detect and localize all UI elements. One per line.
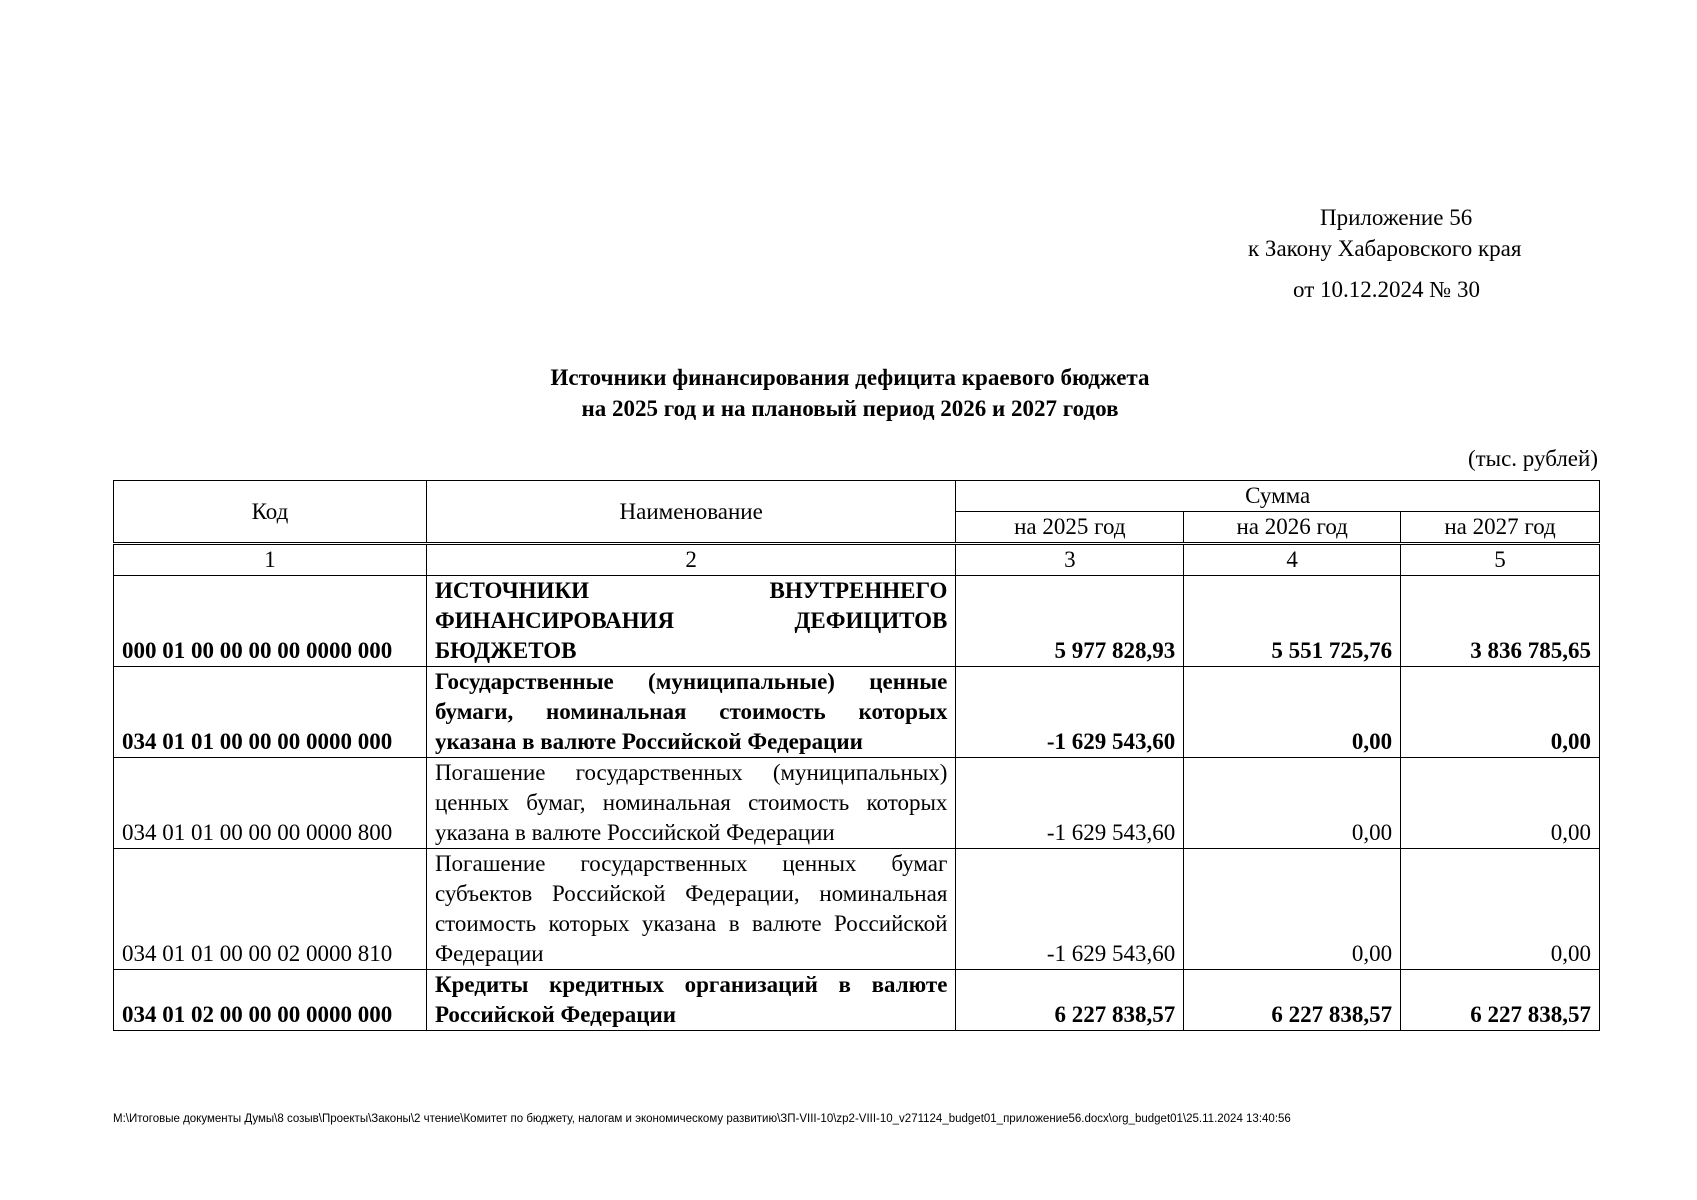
appendix-block (1200, 202, 1600, 305)
document-title (380, 362, 1320, 424)
row-amount-2025: -1 629 543,60 (956, 758, 1184, 849)
column-number-row (114, 544, 1600, 576)
row-amount-2027: 3 836 785,65 (1401, 576, 1600, 667)
row-name: Погашение государственных (муниципальных) ценных бумаг, номинальная стоимость которых указана в валюте Российской Федерации (426, 758, 955, 849)
table-row (114, 576, 1600, 667)
column-number: 1 (114, 544, 427, 576)
table-row (114, 667, 1600, 758)
row-amount-2026: 6 227 838,57 (1184, 970, 1401, 1031)
row-amount-2025: -1 629 543,60 (956, 849, 1184, 970)
column-number: 5 (1401, 544, 1600, 576)
row-name: ИСТОЧНИКИ ВНУТРЕННЕГО ФИНАНСИРОВАНИЯ ДЕФИЦИТОВ БЮДЖЕТОВ (426, 576, 955, 667)
title-line-1: Источники финансирования дефицита краевого бюджета (550, 365, 1150, 390)
row-name: Государственные (муниципальные) ценные бумаги, номинальная стоимость которых указана в валюте Российской Федерации (426, 667, 955, 758)
row-amount-2025: 6 227 838,57 (956, 970, 1184, 1031)
row-code: 000 01 00 00 00 00 0000 000 (114, 576, 427, 667)
file-path-footer: M:\Итоговые документы Думы\8 созыв\Проекты\Законы\2 чтение\Комитет по бюджету, налогам и экономическому развитию\ЗП-VIII-10\zp2-VIII-10_v271124_budget01_приложение56.docx\org_budget01\25.11.2024 13:40:56 (113, 1113, 1291, 1125)
row-amount-2026: 5 551 725,76 (1184, 576, 1401, 667)
appendix-date: от 10.12.2024 № 30 (1293, 277, 1480, 302)
table-row (114, 849, 1600, 970)
row-code: 034 01 01 00 00 00 0000 800 (114, 758, 427, 849)
header-name: Наименование (426, 481, 955, 544)
appendix-number: Приложение 56 (1320, 205, 1473, 230)
row-amount-2026: 0,00 (1184, 849, 1401, 970)
row-name: Погашение государственных ценных бумаг субъектов Российской Федерации, номинальная стоимость которых указана в валюте Российской Федерации (426, 849, 955, 970)
budget-table (113, 480, 1600, 1031)
row-amount-2027: 0,00 (1401, 667, 1600, 758)
column-number: 4 (1184, 544, 1401, 576)
table-row (114, 758, 1600, 849)
column-number: 3 (956, 544, 1184, 576)
appendix-law-reference: к Закону Хабаровского края (1248, 236, 1522, 261)
header-2027: на 2027 год (1401, 512, 1600, 544)
row-code: 034 01 01 00 00 00 0000 000 (114, 667, 427, 758)
row-amount-2025: -1 629 543,60 (956, 667, 1184, 758)
header-2025: на 2025 год (956, 512, 1184, 544)
row-name: Кредиты кредитных организаций в валюте Российской Федерации (426, 970, 955, 1031)
header-sum: Сумма (956, 481, 1600, 512)
row-amount-2025: 5 977 828,93 (956, 576, 1184, 667)
row-code: 034 01 02 00 00 00 0000 000 (114, 970, 427, 1031)
row-code: 034 01 01 00 00 02 0000 810 (114, 849, 427, 970)
row-amount-2027: 6 227 838,57 (1401, 970, 1600, 1031)
column-number: 2 (426, 544, 955, 576)
row-amount-2026: 0,00 (1184, 758, 1401, 849)
header-code: Код (114, 481, 427, 544)
table-row (114, 970, 1600, 1031)
row-amount-2027: 0,00 (1401, 849, 1600, 970)
title-line-2: на 2025 год и на плановый период 2026 и 2027 годов (581, 396, 1119, 421)
row-amount-2026: 0,00 (1184, 667, 1401, 758)
header-2026: на 2026 год (1184, 512, 1401, 544)
row-amount-2027: 0,00 (1401, 758, 1600, 849)
unit-label: (тыс. рублей) (1467, 446, 1598, 471)
